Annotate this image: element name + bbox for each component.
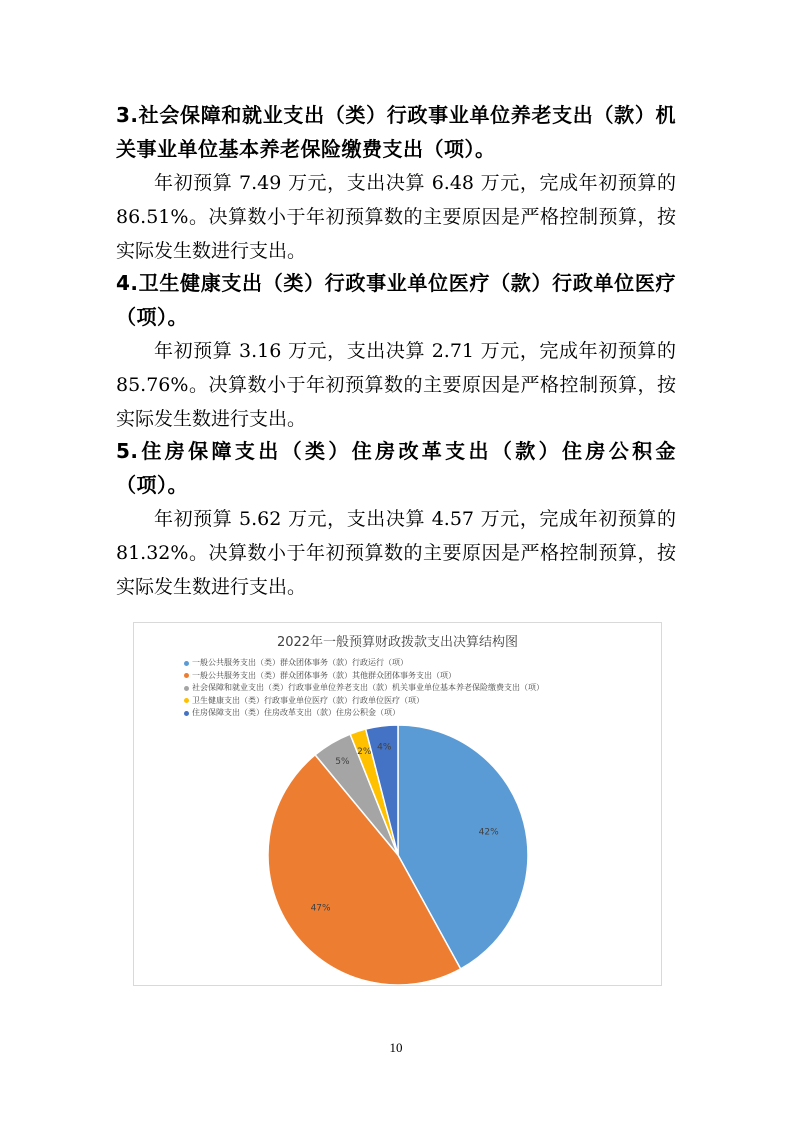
slice-data-label: 47%	[310, 903, 331, 914]
slice-data-label: 42%	[478, 827, 499, 838]
section-4-body: 年初预算 3.16 万元，支出决算 2.71 万元，完成年初预算的 85.76%。决算数小于年初预算数的主要原因是严格控制预算，按实际发生数进行支出。	[116, 340, 676, 430]
chart-title: 2022年一般预算财政拨款支出决算结构图	[276, 635, 519, 650]
section-3-heading: 3.社会保障和就业支出（类）行政事业单位养老支出（款）机关事业单位基本养老保险缴费支出（项）。	[116, 103, 676, 161]
pie-chart	[133, 622, 662, 986]
legend-label: 卫生健康支出（类）行政事业单位医疗（款）行政单位医疗（项）	[192, 695, 424, 705]
section-5-body: 年初预算 5.62 万元，支出决算 4.57 万元，完成年初预算的 81.32%。决算数小于年初预算数的主要原因是严格控制预算，按实际发生数进行支出。	[116, 508, 676, 598]
legend-label: 一般公共服务支出（类）群众团体事务（款）其他群众团体事务支出（项）	[192, 670, 456, 680]
section-3-body: 年初预算 7.49 万元，支出决算 6.48 万元，完成年初预算的 86.51%。决算数小于年初预算数的主要原因是严格控制预算，按实际发生数进行支出。	[116, 172, 676, 262]
section-5-heading: 5.住房保障支出（类）住房改革支出（款）住房公积金（项）。	[116, 439, 676, 497]
page-number: 10	[389, 1040, 403, 1055]
section-4-heading: 4.卫生健康支出（类）行政事业单位医疗（款）行政单位医疗（项）。	[116, 271, 676, 329]
legend-label: 一般公共服务支出（类）群众团体事务（款）行政运行（项）	[192, 658, 408, 667]
legend-label: 住房保障支出（类）住房改革支出（款）住房公积金（项）	[192, 708, 400, 717]
slice-data-label: 4%	[377, 742, 392, 753]
slice-data-label: 2%	[357, 747, 372, 758]
legend-label: 社会保障和就业支出（类）行政事业单位养老支出（款）机关事业单位基本养老保险缴费支出（项）	[192, 683, 544, 692]
slice-data-label: 5%	[335, 757, 350, 768]
pie-svg	[134, 623, 661, 985]
